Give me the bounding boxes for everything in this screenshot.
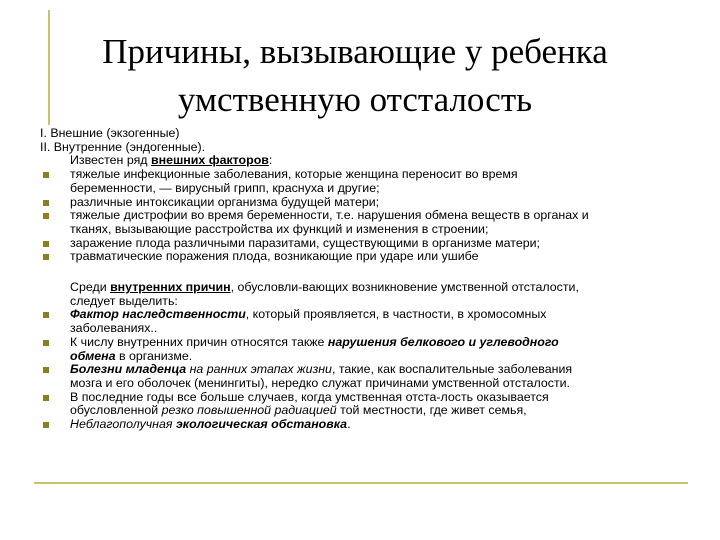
list-item-text: травматические поражения плода, возникающие при ударе или ушибе — [70, 249, 479, 264]
intro-emphasis: внутренних причин — [110, 280, 231, 295]
intro-text: , обусловли-вающих возникновение умственной отсталости, — [230, 280, 579, 295]
intro-text: Среди — [70, 280, 111, 295]
list-item-text: различные интоксикации организма будущей матери; — [70, 194, 380, 209]
list-item-text: мозга и его оболочек (менингиты), нередко служат причинами умственной отсталости. — [70, 375, 571, 390]
decorative-horizontal-rule — [34, 482, 688, 484]
square-bullet-icon — [43, 254, 49, 260]
list-item-emphasis: обмена — [70, 348, 116, 363]
spacer — [40, 264, 680, 281]
list-item-text: обусловленной — [70, 403, 162, 418]
square-bullet-icon — [43, 395, 49, 401]
list-item-text: тканях, вызывающие расстройства их функций и изменения в строении; — [70, 221, 489, 236]
slide-body — [40, 127, 680, 432]
square-bullet-icon — [43, 213, 49, 219]
list-item — [40, 168, 680, 195]
list-item — [40, 209, 680, 236]
list-item — [40, 250, 680, 264]
list-item-text: В последние годы все больше случаев, когда умственная отста-лость оказывается — [70, 389, 549, 404]
list-item — [40, 418, 680, 432]
list-item-text: в организме. — [115, 348, 193, 363]
list-item-text: К числу внутренних причин относятся также — [70, 334, 328, 349]
list-item-italic: Неблагополучная — [70, 417, 176, 432]
square-bullet-icon — [43, 312, 49, 318]
list-item — [40, 363, 680, 390]
intro-text: Известен ряд — [70, 153, 151, 168]
square-bullet-icon — [43, 422, 49, 428]
title-line-1: Причины, вызывающие у ребенка — [102, 32, 608, 71]
list-item-text: . — [347, 417, 351, 432]
list-item-text: заболеваниях.. — [70, 321, 158, 336]
square-bullet-icon — [43, 367, 49, 373]
list-item-italic: на ранних этапах жизни — [186, 362, 332, 377]
list-item — [40, 308, 680, 335]
intro-text: следует выделить: — [70, 293, 178, 308]
list-item-emphasis: нарушения белкового и углеводного — [327, 334, 559, 349]
square-bullet-icon — [43, 172, 49, 178]
list-item — [40, 336, 680, 363]
list-item-text: заражение плода различными паразитами, существующими в организме матери; — [70, 235, 540, 250]
decorative-vertical-rule — [48, 10, 50, 125]
list-item-text: тяжелые инфекционные заболевания, которые женщина переносит во время — [70, 167, 518, 182]
list-item — [40, 391, 680, 418]
list-item — [40, 237, 680, 251]
title-line-2: умственную отсталость — [177, 80, 533, 119]
intro-emphasis: внешних факторов — [150, 153, 269, 168]
square-bullet-icon — [43, 340, 49, 346]
list-item-emphasis: экологическая обстановка — [175, 417, 348, 432]
item-internal: II. Внутренние (эндогенные). — [40, 139, 206, 154]
list-item — [40, 196, 680, 210]
intro-colon: : — [268, 153, 273, 168]
slide-title — [55, 28, 655, 124]
external-factors-intro — [40, 154, 680, 168]
square-bullet-icon — [43, 241, 49, 247]
list-item-text: , который проявляется, в частности, в хромосомных — [245, 307, 547, 322]
square-bullet-icon — [43, 200, 49, 206]
list-item-emphasis: Фактор наследственности — [70, 307, 246, 322]
list-item-italic: резко повышенной радиацией — [161, 403, 337, 418]
list-item-text: беременности, — вирусный грипп, краснуха и другие; — [70, 180, 380, 195]
item-external: I. Внешние (экзогенные) — [40, 126, 180, 140]
list-item-text: той местности, где живет семья, — [336, 403, 527, 418]
internal-causes-intro — [40, 281, 680, 308]
list-item-text: тяжелые дистрофии во время беременности, т.е. нарушения обмена веществ в органах и — [70, 208, 589, 223]
list-item-emphasis: Болезни младенца — [70, 362, 187, 377]
list-item-text: , такие, как воспалительные заболевания — [331, 362, 573, 377]
